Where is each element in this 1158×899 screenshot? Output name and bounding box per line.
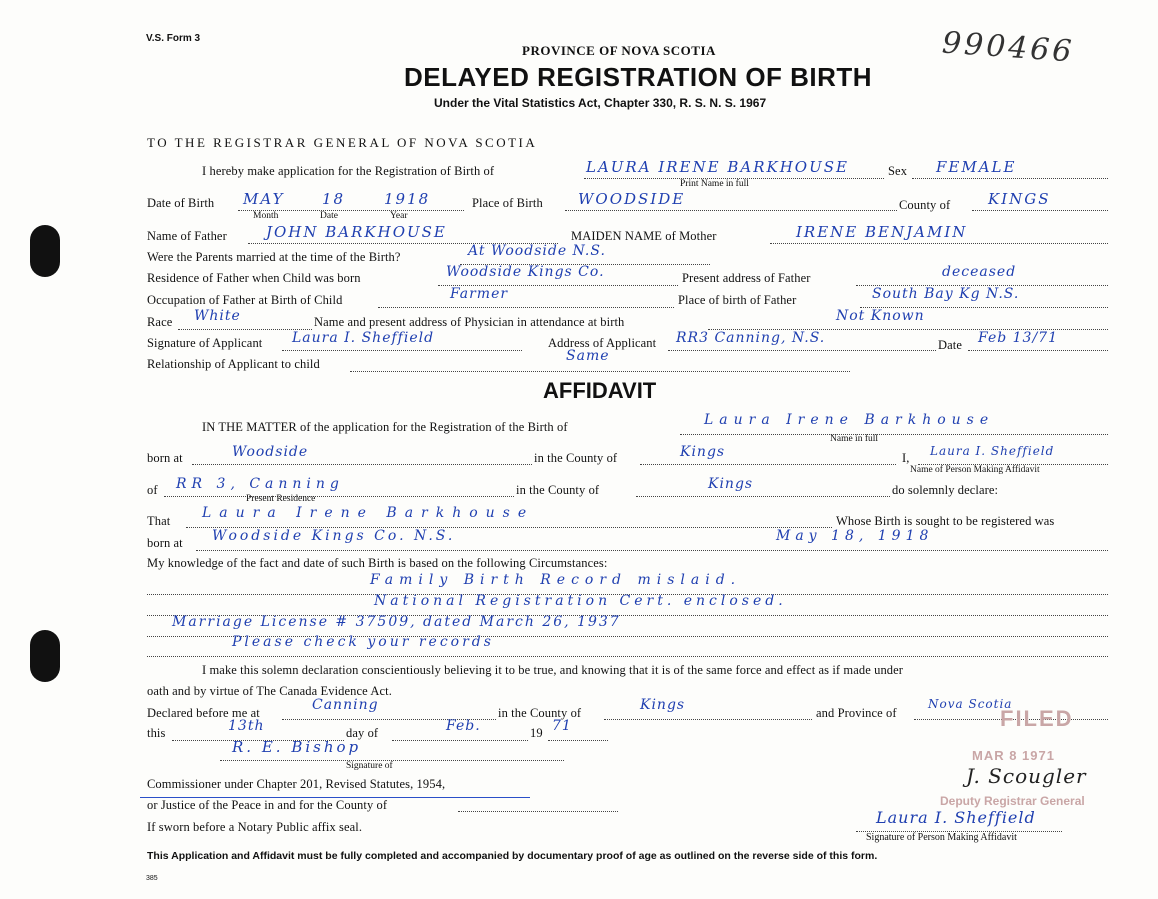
- sex-line: [912, 178, 1108, 179]
- knowledge-label: My knowledge of the fact and date of such Birth is based on the following Circumstances:: [147, 556, 608, 570]
- county3-value: Kings: [640, 697, 686, 713]
- province-heading: PROVINCE OF NOVA SCOTIA: [522, 43, 716, 58]
- of-label: of: [147, 483, 158, 497]
- person-value: Laura I. Sheffield: [930, 444, 1055, 458]
- notary-label: If sworn before a Notary Public affix seal.: [147, 820, 363, 834]
- born-at-label: born at: [147, 451, 183, 465]
- born-at-label-2: born at: [147, 536, 183, 550]
- in-county-label-3: in the County of: [498, 706, 582, 720]
- name-in-full-hint: Name in full: [830, 434, 879, 444]
- mother-value: IRENE BENJAMIN: [796, 223, 968, 241]
- justice-label: or Justice of the Peace in and for the County of: [147, 798, 388, 812]
- year-value: 71: [552, 718, 572, 734]
- occupation-father-value: Farmer: [450, 286, 509, 302]
- born-at-value: Woodside: [232, 444, 309, 460]
- residence-value: RR 3, Canning: [176, 476, 344, 492]
- declaration-text: I make this solemn declaration conscientiously believing it to be true, and knowing that it is of the same force and effect as if made under: [202, 663, 904, 677]
- year-hint: Year: [390, 211, 408, 221]
- signature-of-hint: Signature of: [346, 761, 393, 771]
- commissioner-label: Commissioner under Chapter 201, Revised Statutes, 1954,: [147, 777, 446, 791]
- occupation-father-label: Occupation of Father at Birth of Child: [147, 293, 343, 307]
- declared-at-value: Canning: [312, 697, 379, 713]
- declared-at-label: Declared before me at: [147, 706, 260, 720]
- circumstance-1: Family Birth Record mislaid.: [370, 572, 742, 588]
- date-signed-line: [968, 350, 1108, 351]
- addr-applicant-label: Address of Applicant: [548, 336, 657, 350]
- dob-year: 1918: [384, 190, 431, 208]
- race-label: Race: [147, 315, 173, 329]
- person-hint: Name of Person Making Affidavit: [910, 465, 1040, 475]
- dob-date: 18: [322, 190, 346, 208]
- sex-value: FEMALE: [936, 158, 1017, 176]
- whose-label: Whose Birth is sought to be registered was: [836, 514, 1055, 528]
- county2-line: [636, 496, 890, 497]
- county2-value: Kings: [708, 476, 754, 492]
- born-at-line: [192, 464, 532, 465]
- county-label: County of: [899, 198, 951, 212]
- footer-note: This Application and Affidavit must be fully completed and accompanied by documentary proof of age as outlined on the reverse side of this form.: [147, 850, 878, 862]
- affidavit-child-name: Laura Irene Barkhouse: [704, 412, 995, 428]
- place-birth-value: WOODSIDE: [578, 190, 686, 208]
- justice-line: [458, 811, 618, 812]
- month-hint: Month: [253, 211, 279, 221]
- present-addr-father-label: Present address of Father: [682, 271, 811, 285]
- residence-father-value: Woodside Kings Co.: [446, 264, 605, 280]
- county-line: [972, 210, 1108, 211]
- affiant-signature-hint: Signature of Person Making Affidavit: [866, 832, 1017, 843]
- punch-hole-bottom: [30, 630, 60, 682]
- circumstance-2: National Registration Cert. enclosed.: [374, 593, 787, 609]
- born2-line: [196, 550, 1108, 551]
- print-name-hint: Print Name in full: [680, 179, 749, 189]
- occupation-father-line: [378, 307, 674, 308]
- this-label: this: [147, 726, 166, 740]
- place-birth-label: Place of Birth: [472, 196, 543, 210]
- physician-value: Not Known: [836, 308, 925, 324]
- sig-applicant-line: [282, 350, 522, 351]
- place-birth-father-value: South Bay Kg N.S.: [872, 286, 1020, 302]
- relationship-line: [350, 371, 850, 372]
- affidavit-child-name-line: [680, 434, 1108, 435]
- addr-applicant-value: RR3 Canning, N.S.: [676, 330, 826, 346]
- child-name: LAURA IRENE BARKHOUSE: [586, 158, 849, 176]
- i-label: I,: [902, 451, 910, 465]
- date-signed-value: Feb 13/71: [978, 330, 1058, 346]
- father-label: Name of Father: [147, 229, 227, 243]
- day-value: 13th: [228, 718, 265, 734]
- sig-applicant-label: Signature of Applicant: [147, 336, 263, 350]
- place-birth-line: [565, 210, 897, 211]
- in-county-label-2: in the County of: [516, 483, 600, 497]
- born-date2-value: May 18, 1918: [776, 528, 934, 544]
- present-addr-father-value: deceased: [942, 264, 1017, 280]
- residence-line: [164, 496, 514, 497]
- that-label: That: [147, 514, 171, 528]
- county-line-affidavit: [640, 464, 896, 465]
- filed-stamp: FILED: [1000, 706, 1074, 731]
- filed-date-stamp: MAR 8 1971: [972, 748, 1055, 763]
- dob-label: Date of Birth: [147, 196, 215, 210]
- date-hint: Date: [320, 211, 338, 221]
- declare-label: do solemnly declare:: [892, 483, 999, 497]
- nineteen-label: 19: [530, 726, 543, 740]
- mother-line: [770, 243, 1108, 244]
- affiant-signature: Laura I. Sheffield: [876, 808, 1036, 827]
- month-line: [392, 740, 528, 741]
- commissioner-signature: R. E. Bishop: [232, 738, 362, 756]
- registrar-role-stamp: Deputy Registrar General: [940, 794, 1085, 808]
- present-residence-hint: Present Residence: [246, 494, 316, 504]
- addressee: TO THE REGISTRAR GENERAL OF NOVA SCOTIA: [147, 135, 538, 150]
- married-label: Were the Parents married at the time of the Birth?: [147, 250, 401, 264]
- relationship-value: Same: [566, 348, 610, 364]
- sex-label: Sex: [888, 164, 908, 178]
- relationship-label: Relationship of Applicant to child: [147, 357, 320, 371]
- corner-number: 385: [146, 875, 158, 882]
- province-value: Nova Scotia: [928, 697, 1013, 711]
- province-label: and Province of: [816, 706, 897, 720]
- county-value-affidavit: Kings: [680, 444, 726, 460]
- father-value: JOHN BARKHOUSE: [266, 223, 447, 241]
- that-name-value: Laura Irene Barkhouse: [202, 505, 535, 521]
- form-number: V.S. Form 3: [146, 33, 201, 44]
- born-place2-value: Woodside Kings Co. N.S.: [212, 528, 456, 544]
- race-value: White: [194, 308, 241, 324]
- month-value: Feb.: [446, 718, 481, 734]
- punch-hole-top: [30, 225, 60, 277]
- physician-label: Name and present address of Physician in attendance at birth: [314, 315, 625, 329]
- matter-label: IN THE MATTER of the application for the Registration of the Birth of: [202, 420, 568, 434]
- place-birth-father-label: Place of birth of Father: [678, 293, 797, 307]
- county-value: KINGS: [988, 190, 1051, 208]
- form-title: DELAYED REGISTRATION OF BIRTH: [404, 62, 873, 92]
- serial-number: 990466: [940, 25, 1076, 70]
- maiden-mother-label: MAIDEN NAME of Mother: [571, 229, 717, 243]
- apply-label: I hereby make application for the Registration of Birth of: [202, 164, 495, 178]
- county3-line: [604, 719, 812, 720]
- form-subtitle: Under the Vital Statistics Act, Chapter 330, R. S. N. S. 1967: [434, 96, 767, 110]
- declaration-text-2: oath and by virtue of The Canada Evidence Act.: [147, 684, 392, 698]
- date-signed-label: Date: [938, 338, 962, 352]
- married-value: At Woodside N.S.: [468, 243, 606, 259]
- addr-applicant-line: [668, 350, 936, 351]
- day-of-label: day of: [346, 726, 379, 740]
- registrar-signature: J. Scougler: [966, 764, 1087, 788]
- affidavit-title: AFFIDAVIT: [543, 378, 657, 403]
- circumstance-3: Marriage License # 37509, dated March 26, 1937: [172, 614, 621, 630]
- circumstance-4: Please check your records: [232, 634, 494, 650]
- dob-month: MAY: [243, 190, 285, 208]
- in-county-label: in the County of: [534, 451, 618, 465]
- circumstance-line-4: [147, 656, 1108, 657]
- year-line: [548, 740, 608, 741]
- sig-applicant-value: Laura I. Sheffield: [292, 330, 435, 346]
- residence-father-label: Residence of Father when Child was born: [147, 271, 361, 285]
